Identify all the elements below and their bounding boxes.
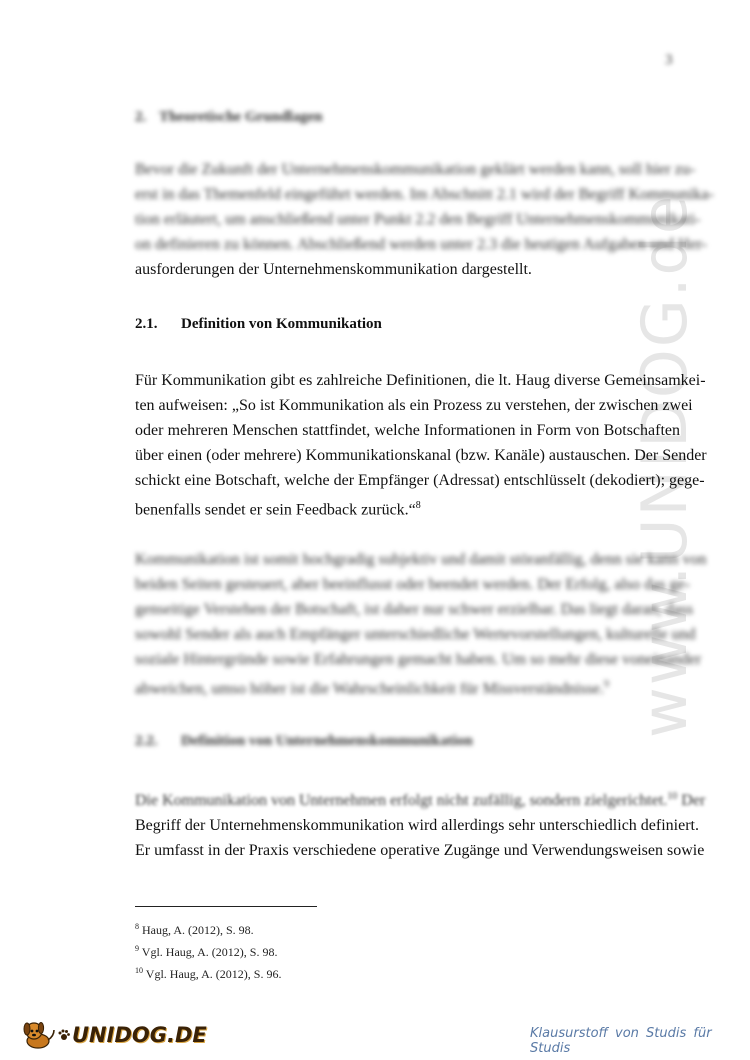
footnote-reference: 9 [603, 679, 609, 690]
footnote-number: 9 [135, 944, 139, 953]
paw-print-icon [58, 1029, 70, 1041]
paragraph-line: schickt eine Botschaft, welche der Empfänger (Adressat) entschlüsselt (dekodiert); gege- [135, 472, 705, 489]
section-title: Definition von Unternehmenskommunikation [181, 733, 473, 749]
paragraph-line: ausforderungen der Unternehmenskommunikation dargestellt. [135, 261, 532, 278]
paragraph-line: tion erläutert, um anschließend unter Punkt 2.2 den Begriff Unternehmenskommunikati- [135, 211, 701, 228]
paragraph-line [135, 784, 706, 813]
section-heading-2 [135, 109, 322, 126]
section-heading-2-1 [135, 316, 382, 333]
section-heading-2-2 [135, 733, 473, 750]
footnote-divider [135, 906, 317, 907]
paragraph-text: Die Kommunikation von Unternehmen erfolgt nicht zufällig, sondern zielgerichtet. [135, 792, 668, 810]
footnote-text: Haug, A. (2012), S. 98. [142, 923, 254, 937]
paragraph-line: Kommunikation ist somit hochgradig subjektiv und damit störanfällig, denn sie kann von [135, 551, 707, 568]
paragraph-line [135, 672, 680, 701]
paragraph-line: erst in das Themenfeld eingeführt werden. Im Abschnitt 2.1 wird der Begriff Kommunika- [135, 186, 714, 203]
paragraph-line: über einen (oder mehrere) Kommunikationskanal (bzw. Kanäle) austauschen. Der Sender [135, 447, 707, 464]
paragraph-text: Der [681, 792, 706, 810]
footnote-number: 8 [135, 922, 139, 931]
paragraph-line: on definieren zu können. Abschließend werden unter 2.3 die heutigen Aufgaben und Her- [135, 236, 707, 253]
paragraph-line [135, 493, 680, 522]
paragraph-line: soziale Hintergründe sowie Erfahrungen gemacht haben. Um so mehr diese voneinander [135, 651, 702, 668]
paragraph-text: benenfalls sendet er sein Feedback zurück.“ [135, 501, 416, 519]
corporate-communication-paragraph [135, 784, 706, 863]
page-number: 3 [665, 52, 673, 68]
footer-tagline: Klausurstoff von Studis für Studis [530, 1026, 712, 1056]
footnote [135, 922, 254, 938]
footnote-number: 10 [135, 966, 143, 975]
intro-paragraph [135, 157, 714, 282]
definition-paragraph [135, 368, 707, 522]
paragraph-line: sowohl Sender als auch Empfänger unterschiedliche Wertevorstellungen, kulturelle und [135, 626, 696, 643]
logo-text: UNIDOG.DE [72, 1023, 207, 1047]
paragraph-text: abweichen, umso höher ist die Wahrscheinlichkeit für Missverständnisse. [135, 680, 604, 698]
section-number: 2.1. [135, 316, 158, 332]
footnote [135, 966, 281, 982]
paragraph-line: Begriff der Unternehmenskommunikation wird allerdings sehr unterschiedlich definiert. [135, 817, 699, 835]
footnote-text: Vgl. Haug, A. (2012), S. 96. [145, 967, 282, 981]
section-number: 2.2. [135, 733, 158, 749]
footnote [135, 944, 277, 960]
paragraph-line: Für Kommunikation gibt es zahlreiche Definitionen, die lt. Haug diverse Gemeinsamkei- [135, 372, 706, 389]
paragraph-line: Er umfasst in der Praxis verschiedene operative Zugänge und Verwendungsweisen sowie [135, 842, 705, 860]
footnote-reference: 10 [667, 791, 678, 802]
paragraph-line: beiden Seiten gesteuert, aber beeinflusst oder beendet werden. Der Erfolg, also das ge- [135, 576, 690, 593]
paragraph-line: Bevor die Zukunft der Unternehmenskommunikation geklärt werden kann, soll hier zu- [135, 161, 696, 178]
footnote-text: Vgl. Haug, A. (2012), S. 98. [141, 945, 278, 959]
section-number: 2. [135, 109, 147, 125]
blurred-paragraph [135, 547, 707, 701]
paragraph-line: oder mehreren Menschen stattfindet, welche Informationen in Form von Botschaften [135, 422, 680, 439]
footnote-reference: 8 [415, 500, 421, 511]
watermark: www.UNIDOG.de [628, 194, 701, 738]
dog-mascot-icon [20, 1020, 56, 1050]
paragraph-line: genseitige Verstehen der Botschaft, ist daher nur schwer erzielbar. Das liegt daran, dass [135, 601, 694, 618]
section-title: Theoretische Grundlagen [159, 109, 323, 125]
section-title: Definition von Kommunikation [181, 316, 382, 332]
paragraph-line: ten aufweisen: „So ist Kommunikation als ein Prozess zu verstehen, der zwischen zwei [135, 397, 693, 414]
unidog-logo[interactable] [20, 1020, 207, 1050]
